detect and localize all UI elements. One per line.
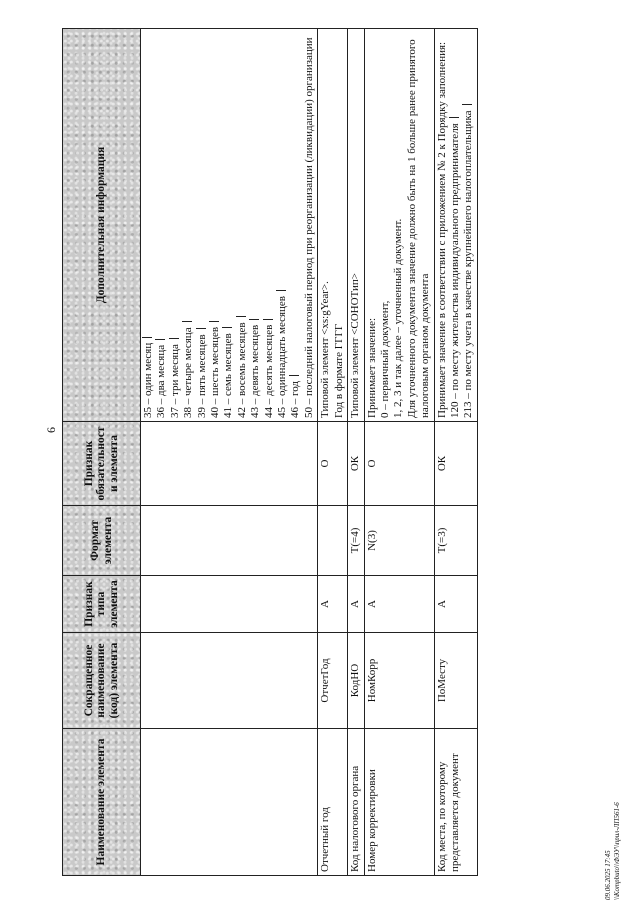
period-code-line: 35 – один месяц [142, 32, 155, 418]
header-additional-info: Дополнительная информация [63, 29, 141, 422]
continuation-name-cell [141, 729, 318, 876]
edit-mark [182, 321, 192, 322]
table-header-row [63, 29, 141, 876]
edit-mark [196, 328, 206, 329]
period-code-line: 46 – год [289, 32, 302, 418]
element-code-cell: КодНО [348, 633, 364, 729]
info-line: 120 – по месту жительства индивидуального предпринимателя [449, 32, 462, 418]
period-code-line: 43 – девять месяцев [249, 32, 262, 418]
header-element-code: Сокращенное наименование (код) элемента [63, 633, 141, 729]
elements-table [62, 28, 478, 876]
period-code-line: 36 – два месяца [155, 32, 168, 418]
element-type-cell: А [434, 576, 477, 633]
edit-mark [449, 117, 459, 118]
info-line: Типовой элемент <xs:gYear>. [319, 281, 332, 418]
element-type-cell: А [318, 576, 348, 633]
continuation-required-cell [141, 422, 318, 506]
period-code-line: 39 – пять месяцев [196, 32, 209, 418]
continuation-format-cell [141, 506, 318, 576]
header-element-format: Формат элемента [63, 506, 141, 576]
table-row [434, 29, 477, 876]
continuation-info-cell [141, 29, 318, 422]
period-code-line: 44 – десять месяцев [263, 32, 276, 418]
info-line: Типовой элемент <СОНОТип> [349, 273, 362, 418]
period-code-line: 45 – одиннадцать месяцев [276, 32, 289, 418]
element-type-cell: А [348, 576, 364, 633]
element-code-cell: ОтчетГод [318, 633, 348, 729]
footer-date: 09.06.2025 17:45 [604, 850, 612, 900]
element-info-cell [318, 29, 348, 422]
header-element-type: Признак типа элемента [63, 576, 141, 633]
table-row [141, 29, 318, 876]
edit-mark [462, 104, 472, 105]
element-required-cell: О [364, 422, 434, 506]
edit-mark [169, 338, 179, 339]
period-code-line: 38 – четыре месяца [182, 32, 195, 418]
element-required-cell: ОК [434, 422, 477, 506]
period-code-line: 50 – последний налоговый период при реорганизации (ликвидации) организации [302, 37, 315, 418]
edit-mark [222, 327, 232, 328]
continuation-type-cell [141, 576, 318, 633]
table-row [348, 29, 364, 876]
info-line: Для уточненного документа значение должно быть на 1 больше ранее принятого налоговым органом документа [405, 39, 432, 418]
element-type-cell: А [364, 576, 434, 633]
element-format-cell [318, 506, 348, 576]
period-code-line: 42 – восемь месяцев [236, 32, 249, 418]
edit-mark [155, 339, 165, 340]
element-required-cell: ОК [348, 422, 364, 506]
element-required-cell: О [318, 422, 348, 506]
element-name-cell: Отчетный год [318, 729, 348, 876]
footer-path: \\Kompbuto\\ФЭУ\\прил-ЛП561-6 [613, 802, 621, 900]
element-format-cell: N(3) [364, 506, 434, 576]
edit-mark [209, 321, 219, 322]
edit-mark [142, 337, 152, 338]
element-info-cell [434, 29, 477, 422]
page-number: 6 [44, 427, 58, 433]
edit-mark [236, 316, 246, 317]
info-line: 213 – по месту учета в качестве крупнейшего налогоплательщика [462, 32, 475, 418]
period-code-line: 40 – шесть месяцев [209, 32, 222, 418]
element-code-cell: НомКорр [364, 633, 434, 729]
period-code-line: 41 – семь месяцев [222, 32, 235, 418]
element-format-cell: T(=4) [348, 506, 364, 576]
edit-mark [263, 319, 273, 320]
element-name-cell: Номер корректировки [364, 729, 434, 876]
info-line: Год в формате ГГГГ [332, 323, 345, 418]
header-element-name: Наименование элемента [63, 729, 141, 876]
period-code-line: 37 – три месяца [169, 32, 182, 418]
element-name-cell: Код налогового органа [348, 729, 364, 876]
edit-mark [249, 319, 259, 320]
element-format-cell: T(=3) [434, 506, 477, 576]
table-row [364, 29, 434, 876]
element-info-cell [364, 29, 434, 422]
info-line: Принимает значение: [365, 317, 378, 418]
info-line: 0 – первичный документ, [378, 300, 391, 418]
edit-mark [289, 375, 299, 376]
edit-mark [276, 290, 286, 291]
element-info-cell [348, 29, 364, 422]
info-line: 1, 2, 3 и так далее – уточненный документ. [392, 218, 405, 418]
element-code-cell: ПоМесту [434, 633, 477, 729]
table-row [318, 29, 348, 876]
element-name-cell: Код места, по которому представляется документ [434, 729, 477, 876]
header-element-required: Признак обязательности элемента [63, 422, 141, 506]
info-line: Принимает значение в соответствии с приложением № 2 к Порядку заполнения: [435, 41, 448, 418]
continuation-code-cell [141, 633, 318, 729]
